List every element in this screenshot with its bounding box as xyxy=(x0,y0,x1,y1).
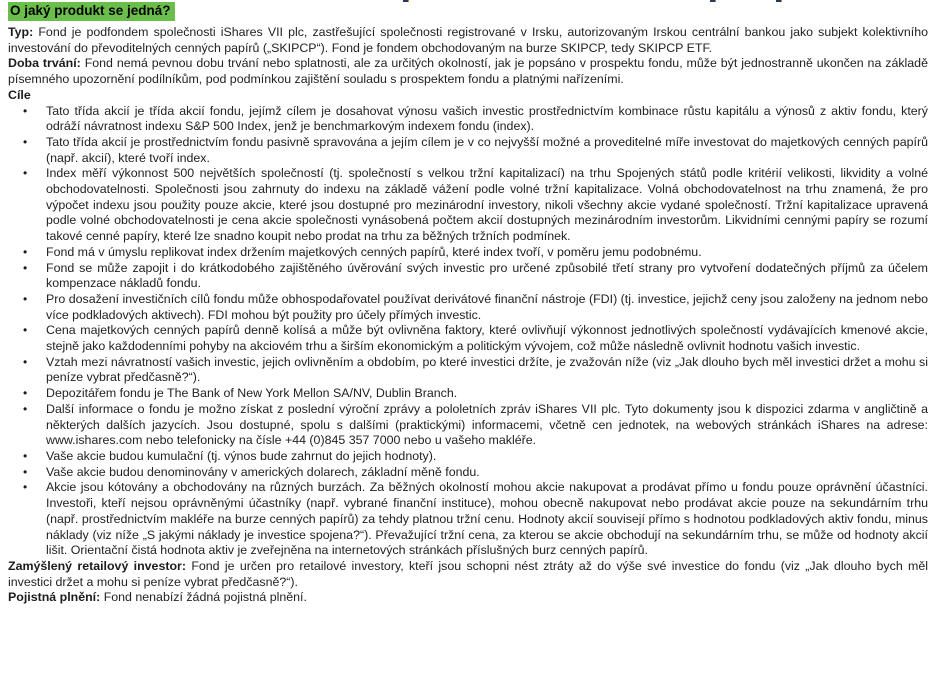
section-typ-label: Typ: xyxy=(8,25,34,39)
section-retail-investor-label: Zamýšlený retailový investor: xyxy=(8,558,186,573)
section-insurance-label: Pojistná plnění: xyxy=(8,590,101,605)
list-item: • Vaše akcie budou denominovány v amerických dolarech, základní měně fondu. xyxy=(8,465,928,481)
section-doba-trvani-text: Fond nemá pevnou dobu trvání nebo splatnosti, ale za určitých okolností, jak je popsáno v prospektu fondu, může být jednostranně ukončen na základě písemného upozornění podílníkům, pod podmínkou zajištění souladu s prospektem fondu a platnými nařízeními. xyxy=(8,56,928,87)
list-item: • Tato třída akcií je prostřednictvím fondu pasivně spravována a jejím cílem je v co nejvyšší možné a proveditelné míře investovat do majetkových cenných papírů (např. akcií), které tvoří index. xyxy=(8,135,928,166)
cropped-text-fragment xyxy=(710,0,716,2)
list-item: • Vaše akcie budou kumulační (tj. výnos bude zahrnut do jejich hodnoty). xyxy=(8,449,928,465)
list-item: • Index měří výkonnost 500 největších společností (tj. společností s velkou tržní kapitalizací) na trhu Spojených států podle kritérií velikosti, likvidity a volné obchodovatelnosti. Společnosti jsou zahrnuty do indexu na základě vážení podle volné tržní kapitalizace. Volná obchodovatelnost na trhu znamená, že pro výpočet indexu jsou použity pouze akcie, které jsou dostupné pro mezinárodní investory, nikoli všechny akcie vydané společností. Tržní kapitalizace upravená podle volné obchodovatelnosti je cena akcie společnosti vynásobená počtem akcií dostupných mezinárodním investorům. Likvidními cennými papíry se rozumí takové cenné papíry, které lze snadno koupit nebo prodat na trhu za běžných tržních podmínek. xyxy=(8,166,928,245)
section-insurance xyxy=(8,590,928,606)
list-item: • Fond má v úmyslu replikovat index držením majetkových cenných papírů, které index tvoří, v poměru jemu podobnému. xyxy=(8,245,928,261)
list-item: • Akcie jsou kótovány a obchodovány na různých burzách. Za běžných okolností mohou akcie nakupovat a prodávat přímo u fondu pouze oprávnění účastníci. Investoři, kteří nejsou oprávněnými účastníky (např. vybrané finanční instituce), mohou obecně nakupovat nebo prodávat akcie pouze na sekundárním trhu (např. prostřednictvím makléře na burze cenných papírů) za tehdy platnou tržní cenu. Hodnoty akcií souvisejí přímo s hodnotou podkladových aktiv fondu, minus náklady (viz níže „S jakými náklady je investice spojena?“). Převažující tržní cena, za kterou se akcie obchodují na sekundárním trhu, se může od hodnoty akcií lišit. Orientační čistá hodnota aktiv je zveřejněna na internetových stránkách příslušných burz cenných papírů. xyxy=(8,480,928,559)
list-item: • Další informace o fondu je možno získat z poslední výroční zprávy a pololetních zpráv iShares VII plc. Tyto dokumenty jsou k dispozici zdarma v angličtině a některých dalších jazycích. Jsou dostupné, spolu s dalšími (praktickými) informacemi, včetně cen jednotek, na webových stránkách iShares na adrese: www.ishares.com nebo telefonicky na čísle +44 (0)845 357 7000 nebo u vašeho makléře. xyxy=(8,402,928,449)
goals-heading: Cíle xyxy=(8,87,31,102)
list-item: • Vztah mezi návratností vašich investic, jejich ovlivněním a obdobím, po které investici držíte, je zvažován níže (viz „Jak dlouho bych měl investici držet a mohu si peníze vybrat předčasně?“). xyxy=(8,355,928,386)
list-item: • Tato třída akcií je třída akcií fondu, jejímž cílem je dosahovat výnosu vašich investic prostřednictvím kombinace růstu kapitálu a výnosů z aktiv fondu, který odráží návratnost indexu S&P 500 Index, jenž je benchmarkovým indexem fondu (index). xyxy=(8,104,928,135)
section-retail-investor xyxy=(8,559,928,590)
cropped-text-fragment xyxy=(403,0,409,2)
list-item: • Cena majetkových cenných papírů denně kolísá a může být ovlivněna faktory, které ovlivňují výkonnost jednotlivých společností vydávajících kmenové akcie, stejně jako každodenními pohyby na akciovém trhu a širším ekonomickým a politickým vývojem, což může následně ovlivnit hodnotu vašich investic. xyxy=(8,323,928,354)
goals-list xyxy=(8,104,928,559)
section-insurance-text: Fond nenabízí žádná pojistná plnění. xyxy=(103,590,307,605)
section-doba-trvani-label: Doba trvání: xyxy=(8,56,81,71)
section-typ xyxy=(8,25,928,56)
page-title: O jaký produkt se jedná? xyxy=(8,2,175,21)
section-retail-investor-text: Fond je určen pro retailové investory, kteří jsou schopni nést ztráty až do výše své investice do fondu (viz „Jak dlouho bych měl investici držet a mohu si peníze vybrat předčasně?“). xyxy=(8,558,929,589)
section-typ-text: Fond je podfondem společnosti iShares VII plc, zastřešující společnosti registrované v Irsku, autorizovaným Irskou centrální bankou jako subjekt kolektivního investování do převoditelných cenných papírů („SKIPCP“). Fond je fondem obchodovaným na burze SKIPCP, tedy SKIPCP ETF. xyxy=(8,25,928,55)
list-item: • Pro dosažení investičních cílů fondu může obhospodařovatel používat derivátové finanční nástroje (FDI) (tj. investice, jejichž ceny jsou založeny na jednom nebo více podkladových aktivech). FDI mohou být použity pro účely přímých investic. xyxy=(8,292,928,323)
list-item: • Fond se může zapojit i do krátkodobého zajištěného úvěrování svých investic pro určené způsobilé třetí strany pro vytvoření dodatečných příjmů za účelem kompenzace nákladů fondu. xyxy=(8,261,928,292)
cropped-text-fragment xyxy=(776,0,782,2)
section-doba-trvani xyxy=(8,56,928,87)
list-item: • Depozitářem fondu je The Bank of New York Mellon SA/NV, Dublin Branch. xyxy=(8,386,928,402)
